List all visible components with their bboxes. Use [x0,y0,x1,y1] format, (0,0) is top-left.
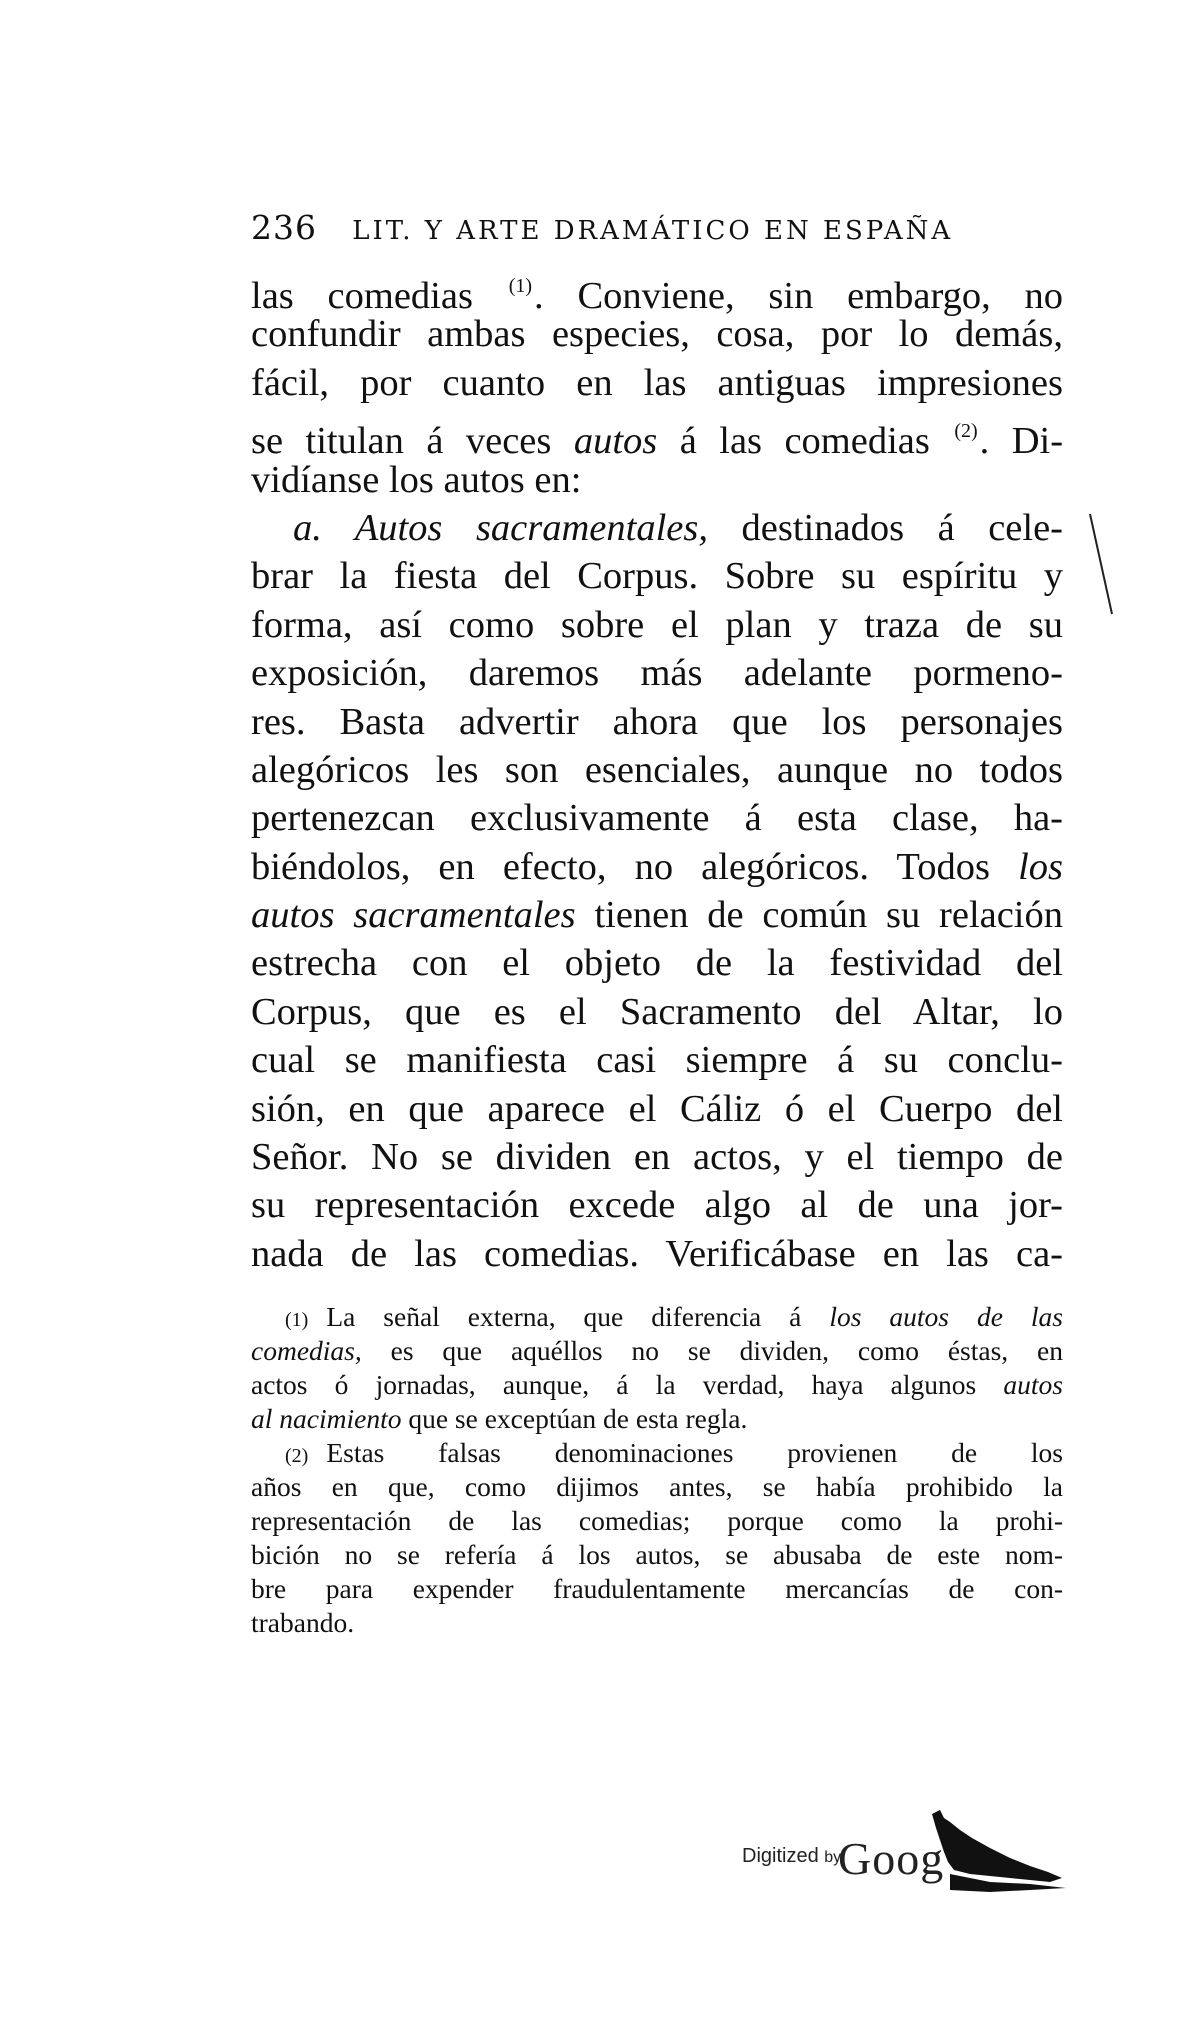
text-line: alegóricos les son esenciales, aunque no todos [251,748,1063,791]
footnote-line: años en que, como dijimos antes, se había prohibido la [251,1471,1063,1502]
text-line: nada de las comedias. Verificábase en las ca- [251,1232,1063,1275]
text-line: su representación excede algo al de una jor- [251,1184,1063,1227]
text-line: estrecha con el objeto de la festividad del [251,942,1063,985]
page-number: 236 [251,208,317,247]
footnote-line: trabando. [251,1607,355,1638]
footnote-line: representación de las comedias; porque como la prohi- [251,1505,1063,1536]
running-head [251,208,1071,247]
footnote-number: (2) [285,1445,309,1467]
text-line: fácil, por cuanto en las antiguas impresiones [251,361,1063,404]
google-wordmark: Goog [838,1833,945,1884]
digitized-label: Digitized by [742,1845,842,1867]
text-line: a. Autos sacramentales, destinados á cele- [293,506,1064,549]
footnote-line: (2) Estas falsas denominaciones provienen de los [285,1437,1063,1468]
footnote-line: bre para expender fraudulentamente mercancías de con- [251,1573,1063,1604]
text-line: autos sacramentales tienen de común su relación [251,894,1064,937]
footnote-line: actos ó jornadas, aunque, á la verdad, haya algunos autos [251,1369,1063,1400]
text-line: confundir ambas especies, cosa, por lo demás, [251,313,1063,356]
footnotes [251,1300,1063,1640]
text-line: cual se manifiesta casi siempre á su conclu- [251,1039,1063,1082]
text-line: Corpus, que es el Sacramento del Altar, lo [251,990,1063,1033]
running-title: LIT. Y ARTE DRAMÁTICO EN ESPAÑA [352,216,954,246]
backslash-pencil-mark-icon [1086,510,1116,620]
text-line: Señor. No se dividen en actos, y el tiempo de [251,1136,1063,1179]
footnote-ref[interactable]: (1) [508,275,533,297]
text-line: sión, en que aparece el Cáliz ó el Cuerpo del [251,1087,1063,1130]
footnote-ref[interactable]: (2) [954,420,978,443]
text-line: forma, así como sobre el plan y traza de su [251,603,1063,646]
footnote-number: (1) [285,1309,309,1331]
text-line: pertenezcan exclusivamente á esta clase, ha- [251,797,1063,840]
footnote-line: bición no se refería á los autos, se abusaba de este nom- [251,1539,1063,1570]
text-line: vidíanse los autos en: [251,458,582,501]
text-line: las comedias $^{(1)}$. Conviene, sin embargo, no [251,275,1063,317]
body-text [251,262,1063,1278]
text-line: exposición, daremos más adelante pormeno- [251,652,1063,695]
footnote-line: al nacimiento que se exceptúan de esta regla. [251,1403,748,1434]
google-logo-fragment-icon [930,1808,1070,1898]
footnote-line: comedias, es que aquéllos no se dividen, como éstas, en [251,1335,1063,1366]
footnote-line: (1) La señal externa, que diferencia á los autos de las [285,1301,1064,1332]
text-line: se titulan á veces autos á las comedias $^{(2)}$. Di- [251,420,1064,463]
text-line: biéndolos, en efecto, no alegóricos. Todos los [251,845,1063,888]
text-line: res. Basta advertir ahora que los personajes [251,700,1063,743]
text-line: brar la fiesta del Corpus. Sobre su espíritu y [251,555,1063,598]
